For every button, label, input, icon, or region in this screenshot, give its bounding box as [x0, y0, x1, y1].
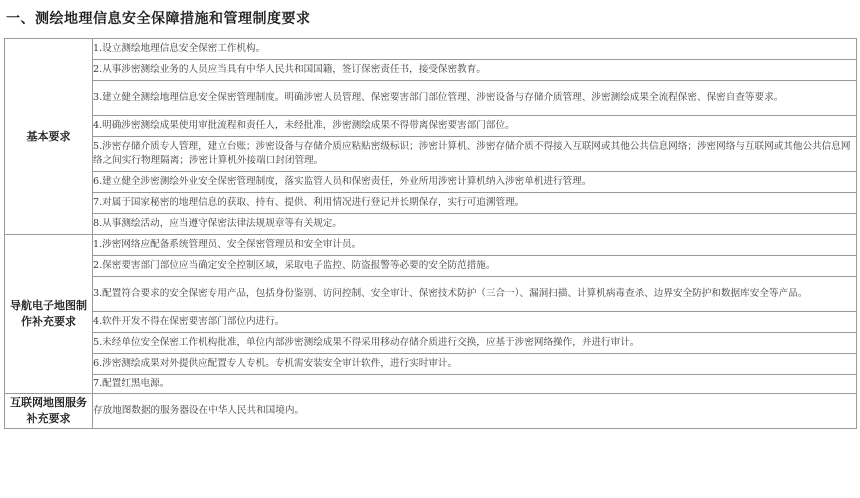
basic-item-6: 6.建立健全涉密测绘外业安全保密管理制度，落实监管人员和保密责任，外业所用涉密计算机纳入涉密单机进行管理。	[93, 172, 857, 193]
nav-item-3: 3.配置符合要求的安全保密专用产品，包括身份鉴别、访问控制、安全审计、保密技术防护（三合一）、漏洞扫描、计算机病毒查杀、边界安全防护和数据库安全等产品。	[93, 277, 857, 312]
basic-item-1: 1.设立测绘地理信息安全保密工作机构。	[93, 39, 857, 60]
basic-item-8: 8.从事测绘活动，应当遵守保密法律法规规章等有关规定。	[93, 214, 857, 235]
basic-item-7: 7.对属于国家秘密的地理信息的获取、持有、提供、利用情况进行登记并长期保存，实行可追溯管理。	[93, 193, 857, 214]
nav-item-2: 2.保密要害部门部位应当确定安全控制区域，采取电子监控、防盗报警等必要的安全防范措施。	[93, 256, 857, 277]
basic-item-4: 4.明确涉密测绘成果使用审批流程和责任人，未经批准，涉密测绘成果不得带离保密要害部门部位。	[93, 116, 857, 137]
nav-item-5: 5.未经单位安全保密工作机构批准，单位内部涉密测绘成果不得采用移动存储介质进行交换，应基于涉密网络操作，并进行审计。	[93, 333, 857, 354]
requirements-table	[4, 38, 857, 429]
basic-item-3: 3.建立健全测绘地理信息安全保密管理制度。明确涉密人员管理、保密要害部门部位管理、涉密设备与存储介质管理、涉密测绘成果全流程保密、保密自查等要求。	[93, 81, 857, 116]
nav-item-4: 4.软件开发不得在保密要害部门部位内进行。	[93, 312, 857, 333]
category-basic-requirements: 基本要求	[5, 39, 93, 235]
basic-item-2: 2.从事涉密测绘业务的人员应当具有中华人民共和国国籍，签订保密责任书，接受保密教育。	[93, 60, 857, 81]
nav-item-7: 7.配置红黑电源。	[93, 375, 857, 394]
nav-item-1: 1.涉密网络应配备系统管理员、安全保密管理员和安全审计员。	[93, 235, 857, 256]
category-navigation-map-requirements: 导航电子地图制作补充要求	[5, 235, 93, 394]
nav-item-6: 6.涉密测绘成果对外提供应配置专人专机。专机需安装安全审计软件，进行实时审计。	[93, 354, 857, 375]
internet-item-1: 存放地图数据的服务器设在中华人民共和国境内。	[93, 394, 857, 429]
category-internet-map-requirements: 互联网地图服务补充要求	[5, 394, 93, 429]
basic-item-5: 5.涉密存储介质专人管理，建立台账；涉密设备与存储介质应粘贴密级标识；涉密计算机、涉密存储介质不得接入互联网或其他公共信息网络；涉密网络与互联网或其他公共信息网络之间实行物理隔离；涉密计算机外接端口封闭管理。	[93, 137, 857, 172]
section-title: 一、测绘地理信息安全保障措施和管理制度要求	[6, 11, 311, 27]
